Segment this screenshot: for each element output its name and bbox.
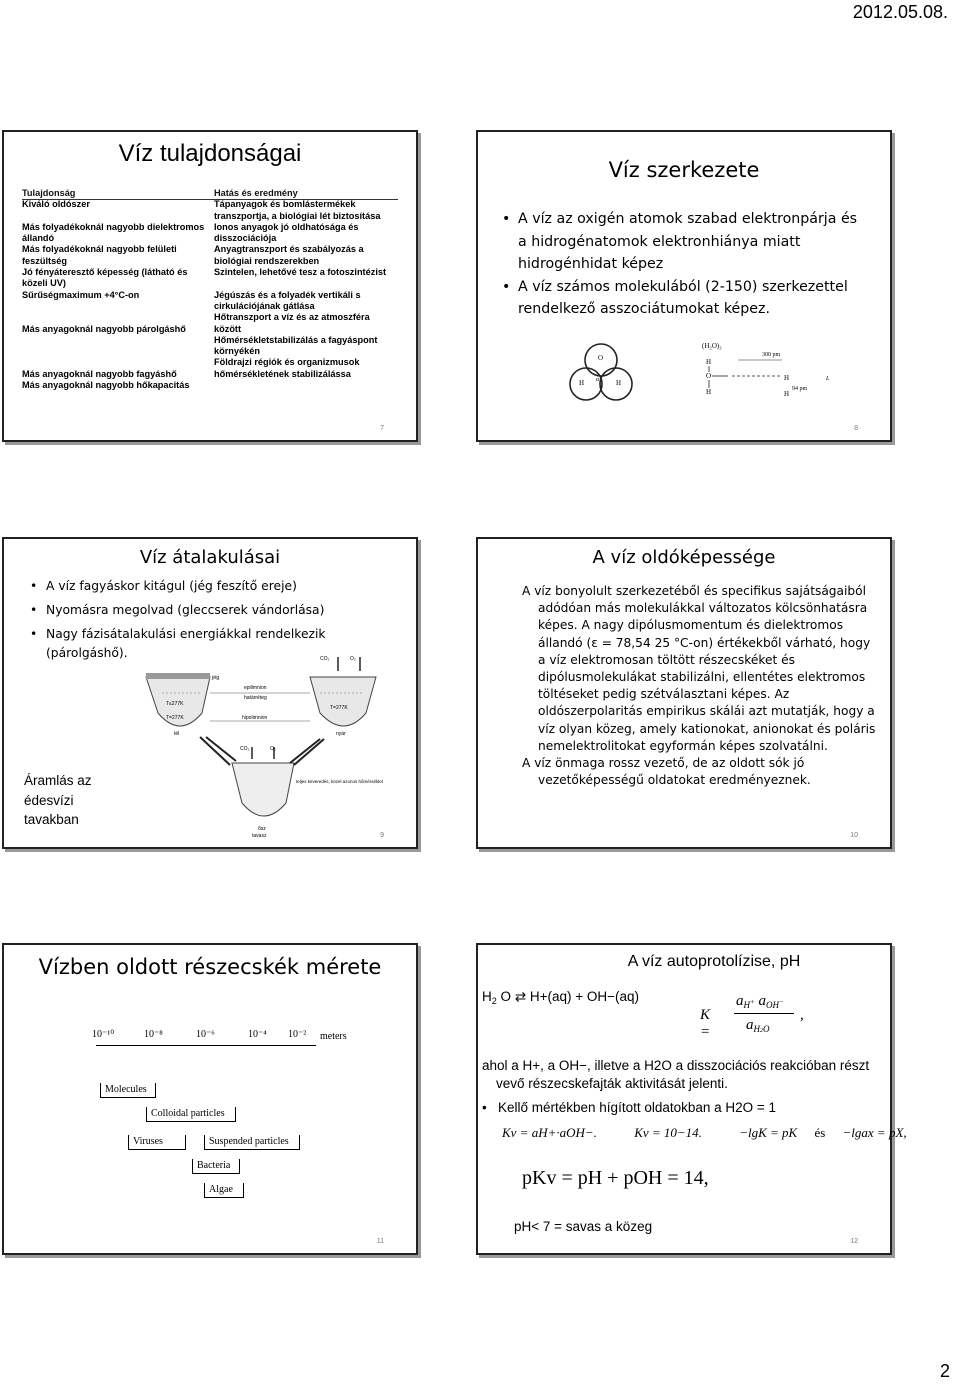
slide-title: Vízben oldott részecskék mérete (38, 955, 382, 979)
scale-tick-label: 10⁻² (288, 1029, 307, 1040)
slide-title: A víz autoprotolízise, pH (627, 953, 801, 970)
figure-label: T≤277K (166, 701, 184, 707)
table-cell: Anyagtranszport és szabályozás a (214, 244, 364, 255)
pk-equation: pKv = pH + pOH = 14, (522, 1167, 709, 1189)
table-header: Hatás és eredmény (214, 188, 298, 198)
svg-text:H: H (706, 358, 712, 366)
figure-label: tél (174, 731, 180, 737)
table-cell: Más folyadékoknál nagyobb felületi (22, 244, 177, 255)
slide-number: 11 (376, 1238, 384, 1245)
svg-text:H: H (706, 388, 712, 396)
table-cells (22, 199, 206, 391)
size-range-box: Molecules (100, 1083, 156, 1098)
figure-label: jég (212, 675, 220, 681)
slide-number: 12 (850, 1238, 858, 1245)
bullet-list (500, 208, 870, 321)
table-cell: környékén (214, 346, 260, 357)
caption-line: Áramlás az (24, 773, 92, 788)
svg-text:α: α (596, 377, 600, 383)
slide-title: Víz szerkezete (608, 158, 760, 182)
size-range-box: Colloidal particles (146, 1107, 236, 1122)
slide-10 (476, 537, 892, 849)
table-column-property (22, 188, 206, 391)
size-range-box: Suspended particles (204, 1135, 300, 1150)
figure-label: O₂ (350, 656, 356, 662)
table-cell: transzportja, a biológiai lét biztosítása (214, 210, 381, 221)
slide-12: A víz autoprotolízise, pH $H_2$ O ⇄ H+(aq) + OH−(aq) K = $a_{H^+}$ $a_{OH^-}$ $a_{H2O}$ , ahol a H+, a OH−, illetve a H2O a disszociációs reakcióban részt vevő részecskefajták aktivitását jelenti. • Kellő mértékben hígított oldatokban a H2O = 1 Kv = aH+·aOH−. Kv = 10−14. −lgK = pK és −lgax = pX, pKv = pH + pOH = 14, pH< 7 = savas a közeg 12 (476, 943, 892, 1255)
table-cell: Más folyadékoknál nagyobb dielektromos (22, 221, 205, 232)
table-cells (214, 199, 398, 380)
hydrogen-bond-diagram (698, 340, 848, 400)
figure-label: T=277K (330, 705, 348, 711)
table-cell: Más anyagoknál nagyobb fagyáshő (22, 368, 177, 379)
caption-line: édesvízi (24, 792, 74, 808)
table-cell: Sűrűségmaximum +4°C-on (22, 289, 140, 300)
table-cell: Kiváló oldószer (22, 199, 90, 210)
table-cell: Jégúszás és a folyadék vertikáli s (214, 289, 361, 300)
table-cell: feszültség (22, 255, 67, 266)
scale-tick-label: 10⁻¹⁰ (92, 1029, 115, 1040)
bullet-list (28, 577, 400, 663)
table-cell: hőmérsékletének stabilizálássa (214, 368, 351, 379)
table-cell (22, 211, 206, 222)
table-header: Tulajdonság (22, 188, 76, 198)
bullet-item: • Nagy fázisátalakulási energiákkal rendelkezik (párolgáshő). (28, 625, 400, 663)
water-cluster-diagram (566, 338, 636, 408)
autoprotolysis-reaction: $H_2$ O ⇄ H+(aq) + OH−(aq) (482, 989, 640, 1006)
figure-label: teljes keveredés, közel azonos hőmérséklet (296, 779, 384, 784)
figure-label: tavasz (252, 833, 267, 839)
table-cell: Más anyagoknál nagyobb hőkapacitás (22, 380, 190, 391)
table-cell: Hőtranszport a víz és az atmoszféra (214, 312, 370, 323)
table-cell: Földrajzi régiók és organizmusok (214, 357, 360, 368)
distance-label: 94 pm (792, 386, 808, 392)
formula-label: (H₂O)₃ (702, 342, 722, 350)
figure-label: hipolimnion (242, 715, 268, 721)
scale-ticks (92, 1029, 362, 1049)
table-cell: Ionos anyagok jó oldhatósága és (214, 221, 359, 232)
paragraph: A víz önmaga rossz vezető, de az oldott sók jó vezetőképességű oldatokat eredményeznek. (522, 756, 811, 788)
svg-text:L: L (826, 376, 830, 382)
caption-line: tavakban (24, 812, 79, 827)
bullet-item: • A víz az oxigén atomok szabad elektronpárja és a hidrogénatomok elektronhiánya miatt hidrogénhidat képez (500, 208, 870, 276)
table-cell: között (214, 323, 242, 334)
paragraph: A víz bonyolult szerkezetéből és specifikus sajátságaiból adódóan más molekulákkal változatos kölcsönhatásra képes. A nagy dipólusmomentum és dielektromos állandó (ε = 78,54 25 °C-on) értékekből várható, hogy a víz elektromosan töltött részecskéket és dipólusmolekulákat stabilizálni, ellentétes elektromos töltéseket pedig szétválasztani képes. Az oldószerpolaritás empirikus skálái azt mutatják, hogy a víz olyan közeg, amely kationokat, anionokat és poláris nemelektrolitokat egyformán képes szolvatálni. (522, 584, 876, 753)
table-cell: Tápanyagok és bomlástermékek (214, 199, 356, 210)
slide-number: 8 (854, 425, 858, 432)
table-cell: biológiai rendszerekben (214, 255, 320, 266)
slide-number: 10 (850, 832, 858, 839)
figure-label: epilimnion (244, 685, 267, 691)
table-cell (22, 312, 206, 323)
table-cell: Szintelen, lehetővé tesz a fotoszintézist (214, 267, 387, 278)
scale-tick-label: 10⁻⁸ (144, 1029, 163, 1040)
svg-text:O: O (706, 372, 712, 380)
size-range-box: Bacteria (192, 1159, 240, 1174)
bullet-list (480, 1099, 876, 1117)
bullet-item: • Nyomásra megolvad (gleccserek vándorlása) (28, 601, 400, 620)
scale-tick-label: 10⁻⁶ (196, 1029, 215, 1040)
svg-text:H: H (784, 390, 790, 398)
table-cell: Hőmérsékletstabilizálás a fagyáspont (214, 334, 378, 345)
figure-label: O₂ (270, 746, 276, 752)
table-cell: cirkulációjának gátlása (214, 300, 315, 311)
slide-title: Víz átalakulásai (139, 547, 281, 568)
table-cell (22, 301, 206, 312)
figure-label: CO₂ (320, 656, 330, 662)
distance-label: 300 pm (762, 352, 781, 358)
scale-axis (96, 1045, 316, 1046)
bullet-item: • Kellő mértékben hígított oldatokban a H2O = 1 (480, 1099, 876, 1117)
table-cell: állandó (22, 233, 55, 244)
figure-label: T=277K (166, 715, 184, 721)
slide-9 (2, 537, 418, 849)
scale-unit: meters (320, 1031, 347, 1042)
slide-body (522, 583, 876, 789)
svg-text:H: H (784, 374, 790, 382)
figure-label: határréteg (244, 695, 267, 701)
table-cell: Más anyagoknál nagyobb párolgáshő (22, 323, 186, 334)
atom-label: O (598, 354, 604, 362)
slide-11 (2, 943, 418, 1255)
ph-statement: pH< 7 = savas a közeg (514, 1219, 653, 1234)
table-column-effect (214, 188, 398, 380)
kw-equation-line: Kv = aH+·aOH−. Kv = 10−14. −lgK = pK és −lgax = pX, (502, 1125, 907, 1140)
table-cell: Jó fényáteresztő képesség (látható és (22, 267, 188, 278)
slide-number: 7 (380, 425, 384, 432)
slide-7 (2, 130, 418, 442)
figure-label: CO₂ (240, 746, 250, 752)
figure-label: nyár (336, 731, 346, 737)
table-cell (22, 357, 206, 368)
page-number: 2 (939, 1361, 950, 1381)
table-cell (22, 335, 206, 346)
page-date: 2012.05.08. (852, 2, 948, 22)
atom-label: H (579, 379, 585, 387)
properties-table (22, 188, 398, 391)
figure-caption (24, 771, 92, 830)
slide-title: A víz oldóképessége (592, 547, 776, 568)
slide-8 (476, 130, 892, 442)
table-cell: közeli UV) (22, 278, 66, 289)
slide-title: Víz tulajdonságai (118, 140, 302, 167)
table-cell (214, 278, 398, 289)
bullet-item: • A víz fagyáskor kitágul (jég feszítő ereje) (28, 577, 400, 596)
atom-label: H (616, 379, 622, 387)
bullet-item: • A víz számos molekulából (2-150) szerkezettel rendelkező asszociátumokat képez. (500, 276, 870, 321)
figure-label: ősz (258, 826, 266, 832)
size-scale (92, 1029, 362, 1209)
table-cell: disszociációja (214, 233, 277, 244)
activity-definition: ahol a H+, a OH−, illetve a H2O a disszociációs reakcióban részt vevő részecskefajták aktivitását jelenti. (482, 1058, 870, 1091)
lake-circulation-diagram (140, 653, 390, 843)
table-cell (22, 346, 206, 357)
size-range-box: Algae (204, 1183, 244, 1198)
slide-number: 9 (380, 832, 384, 839)
size-range-box: Viruses (128, 1135, 186, 1150)
scale-tick-label: 10⁻⁴ (248, 1029, 267, 1040)
